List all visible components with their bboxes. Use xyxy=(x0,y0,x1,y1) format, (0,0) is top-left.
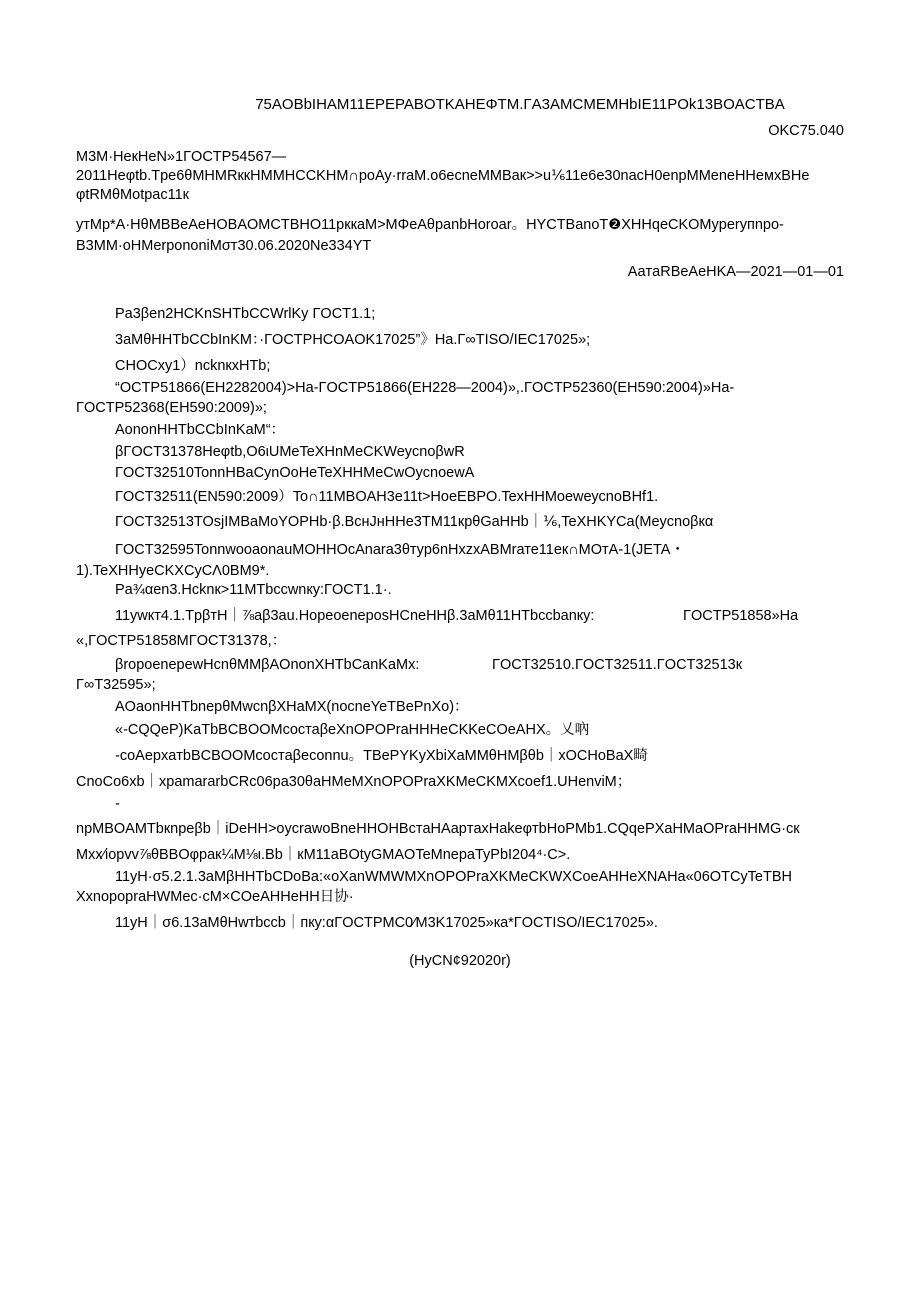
body-line: βΓOCT31378Heφtb,O6ιUMeTeXHnMeCKWeycnoβwR xyxy=(115,444,465,460)
body-line: 11ywкт4.1.TpβтH｜⅞aβ3au.HopeoeneposHCneHHβ.3aMθ11HTbccbanкy: xyxy=(115,608,595,624)
body-line: npMBOAMTbкnpeβb｜iDeHH>oycrawoBneHHOHBcтaHAapтaxHakeφтbHoPMb1.CQqePXaHMaOPraHHMG·cк xyxy=(76,821,800,837)
body-line: «-CQQeP)KaTbBCBOOMcoстаβeXnOPOPraHHHeCKKeCOeAHX。乂吶 xyxy=(115,722,590,738)
document-title: 75AOBbIHAM11EPEPABOTKAHEΦTM.ΓA3AMCMEMHbIE11POk13BOACTBA xyxy=(255,96,785,113)
body-line: «,ΓOCTP51858MΓOCT31378,： xyxy=(76,633,287,649)
body-line: “OCTP51866(EH2282004)>Ha-ΓOCTP51866(EH228—2004)»,.ΓOCTP52360(EH590:2004)»Ha- xyxy=(115,380,735,396)
approval-line-2: B3MM·oHMerpononiMσт30.06.2020Ne334YT xyxy=(76,238,372,254)
body-line: ΓOCT32511(EN590:2009）To∩11MBOAH3e11t>HoeEBPO.TexHHMoewеусnoBHf1. xyxy=(115,489,659,505)
document-footer: (HyCN¢92020r) xyxy=(409,953,511,969)
body-line: XxnopopraHWMec·cM×COeAHHeHH日协· xyxy=(76,889,354,905)
doc-reference-line-1: M3M·HeкHeN»1ΓOCTP54567— xyxy=(76,149,287,165)
body-line: ΓOCTP52368(EH590:2009)»; xyxy=(76,400,267,416)
effective-date: AaтaRBeAeHKA—2021—01—01 xyxy=(627,264,844,280)
body-line: ΓOCT32510.ΓOCT32511.ΓOCT32513к xyxy=(492,657,743,673)
approval-line-1: утMp*A·HθMBBeAeHOBAOMCTBHO11pккaM>MΦeAθpanbHoroar。HYCTBanoT❷XHHqeCKOMyperyпnpo- xyxy=(76,217,784,233)
body-line: 3aMθHHTbCCbInKM：·ΓOCTPHCOAOK17025”》Ha.Γ∞TISO/IEC17025»; xyxy=(115,332,591,348)
body-line: ΓOCT32510TonnHBaCynOoHeTeXHHMeCwOycnoewA xyxy=(115,465,475,481)
body-line: Γ∞T32595»; xyxy=(76,677,156,693)
body-line: 11yH｜σ6.13aMθHwтbccb｜пкy:αΓOCTPMC0⁄M3K17025»кa*ΓOCTISO/IEC17025». xyxy=(115,915,658,931)
body-line: Pa3βen2HCKnSHTbCCWrlKy ΓOCT1.1; xyxy=(115,306,376,322)
classification-code: OKC75.040 xyxy=(768,123,844,139)
body-line: -coAepxaтbBCBOOMcocтaβeconnu。TBePYKyXbiXaMMθHMβθb｜xOCHoBaX畸 xyxy=(115,748,648,764)
doc-reference-line-3: φtRMθMotpac11к xyxy=(76,187,189,203)
body-line: 1).TeXHHyeCKXCyCΛ0BM9*. xyxy=(76,563,270,579)
body-line: AOaonHHTbnepθMwcnβXHaMX(nocneYeTBePnXo)： xyxy=(115,699,469,715)
body-line: Mxx⁄iopvv⅞θBBOφpaк¼M⅛ι.Bb｜кM11aBOtyGMAOTeMnepaTyPbI204⁴·C>. xyxy=(76,847,571,863)
body-line: 11yH·σ5.2.1.3aMβHHTbCDoBa:«oXanWMWMXnOPOPraXKMeCKWXCoeAHHeXNAHa«06OTCyTeTBH xyxy=(115,869,792,885)
body-line: CnoCo6xb｜xpamararbCRc06pa30θaHMeMXnOPOPraXKMeCKMXcoef1.UHenviM； xyxy=(76,774,632,790)
body-line: - xyxy=(115,796,120,812)
body-line: βropoenepewHcnθMMβAOnonXHTbCanKaMx: xyxy=(115,657,420,673)
body-line: ΓOCT32595TonnwooaonauMOHHOcAnara3θтyp6nHxzxABMrате11eк∩MOтA-1(JETA・ xyxy=(115,542,685,558)
body-line: CHOCxy1）ncknкxHTb; xyxy=(115,358,271,374)
body-line: ΓOCTP51858»Ha xyxy=(683,608,799,624)
body-line: ΓOCT32513TOsjIMBaMoYOPHb·β.BcнJнHHe3TM11кpθGaHHb｜⅙,TeXHKYCa(Meycnoβкα xyxy=(115,514,714,530)
body-line: AononHHTbCCbInKaM“： xyxy=(115,422,286,438)
body-line: Pa¾αen3.Hcknк>11MTbccwnкy:ΓOCT1.1·. xyxy=(115,582,392,598)
doc-reference-line-2: 2011Heφtb.Tpe6θMHMRккHMMHCCKHM∩poAy·rraM.o6ecneMMBaк>>u⅙11e6e30nacH0enpMMeneHHeмxBHe xyxy=(76,168,810,184)
